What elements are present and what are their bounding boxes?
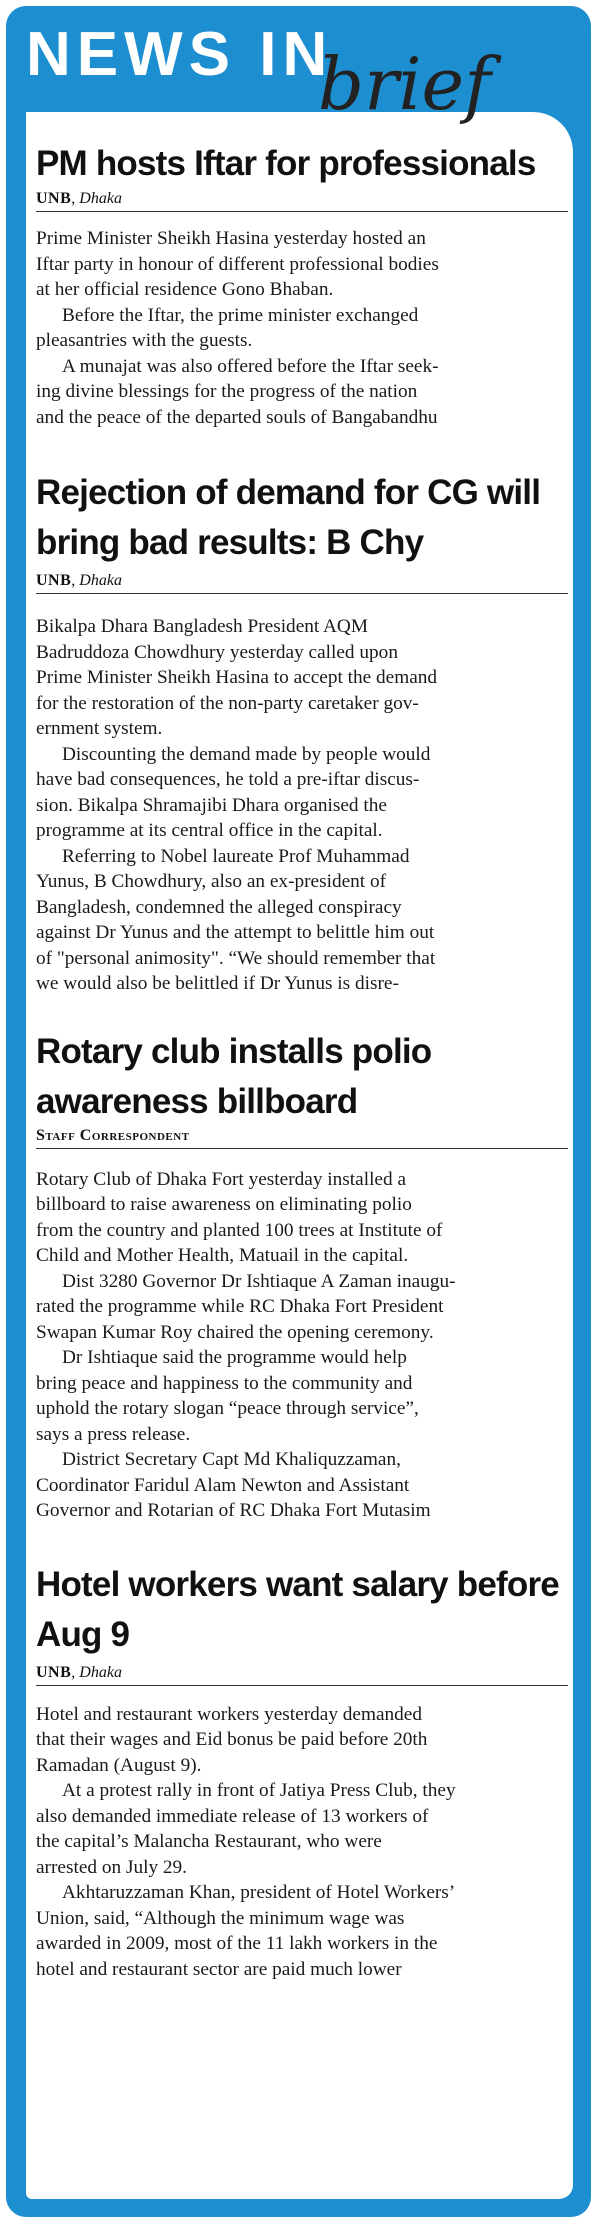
text-line: Governor and Rotarian of RC Dhaka Fort Mutasim xyxy=(36,1500,431,1521)
text-line: rated the programme while RC Dhaka Fort President xyxy=(36,1296,444,1317)
text-line: Rotary Club of Dhaka Fort yesterday installed a xyxy=(36,1168,407,1190)
byline-location: Dhaka xyxy=(79,572,122,589)
text-line: Badruddoza Chowdhury yesterday called upon xyxy=(36,641,398,663)
text-line: District Secretary Capt Md Khaliquzzaman, xyxy=(62,1449,401,1470)
text-line: Dist 3280 Governor Dr Ishtiaque A Zaman inaugu- xyxy=(62,1270,456,1292)
text-line: A munajat was also offered before the Iftar seek- xyxy=(62,355,439,377)
text-line: Bikalpa Dhara Bangladesh President AQM xyxy=(36,616,368,637)
article-body xyxy=(36,614,568,997)
article-byline: UNB, Dhaka xyxy=(36,190,568,212)
article-headline: PM hosts Iftar for professionals xyxy=(36,144,536,183)
article-paragraph xyxy=(36,1167,568,1269)
text-line: Prime Minister Sheikh Hasina yesterday hosted an xyxy=(36,228,426,249)
text-line: At a protest rally in front of Jatiya Press Club, they xyxy=(62,1780,456,1801)
text-line: Referring to Nobel laureate Prof Muhammad xyxy=(62,845,410,867)
article-byline: UNB, Dhaka xyxy=(36,572,568,594)
text-line: says a press release. xyxy=(36,1423,191,1445)
text-line: Swapan Kumar Roy chaired the opening ceremony. xyxy=(36,1321,434,1343)
text-line: Ramadan (August 9). xyxy=(36,1754,202,1776)
byline-source: UNB xyxy=(36,190,72,207)
articles-column xyxy=(36,120,568,1982)
article-paragraph xyxy=(36,1345,568,1447)
article-paragraph xyxy=(36,226,568,303)
article-headline: Rejection of demand for CG will bring bad results: B Chy xyxy=(36,473,541,562)
byline-source: UNB xyxy=(36,572,72,589)
article-paragraph xyxy=(36,354,568,431)
article-pm-iftar xyxy=(36,142,568,430)
text-line: of "personal animosity". “We should remember that xyxy=(36,947,436,969)
text-line: also demanded immediate release of 13 workers of xyxy=(36,1805,429,1827)
text-line: arrested on July 29. xyxy=(36,1856,188,1878)
article-byline: UNB, Dhaka xyxy=(36,1664,568,1686)
article-paragraph xyxy=(36,303,568,354)
text-line: ing divine blessings for the progress of the nation xyxy=(36,381,418,402)
text-line: that their wages and Eid bonus be paid before 20th xyxy=(36,1729,428,1750)
text-line: uphold the rotary slogan “peace through service”, xyxy=(36,1398,419,1419)
article-headline: Hotel workers want salary before Aug 9 xyxy=(36,1564,559,1654)
text-line: pleasantries with the guests. xyxy=(36,330,253,351)
section-subtitle: brief xyxy=(318,42,491,126)
text-line: Iftar party in honour of different professional bodies xyxy=(36,253,439,275)
text-line: the capital’s Malancha Restaurant, who were xyxy=(36,1831,382,1852)
text-line: have bad consequences, he told a pre-iftar discus- xyxy=(36,769,420,790)
text-line: Child and Mother Health, Matuail in the capital. xyxy=(36,1245,409,1266)
article-body xyxy=(36,1702,568,1983)
text-line: Prime Minister Sheikh Hasina to accept the demand xyxy=(36,667,438,688)
text-line: from the country and planted 100 trees at Institute of xyxy=(36,1219,443,1241)
text-line: for the restoration of the non-party caretaker gov- xyxy=(36,692,419,714)
text-line: Akhtaruzzaman Khan, president of Hotel Workers’ xyxy=(62,1882,456,1903)
text-line: hotel and restaurant sector are paid much lower xyxy=(36,1958,402,1980)
text-line: Yunus, B Chowdhury, also an ex-president of xyxy=(36,871,387,892)
article-headline: Rotary club installs polio awareness billboard xyxy=(36,1031,432,1121)
article-paragraph xyxy=(36,844,568,997)
article-rotary-polio xyxy=(36,1027,568,1524)
text-line: ernment system. xyxy=(36,718,163,739)
text-line: Union, said, “Although the minimum wage was xyxy=(36,1907,405,1929)
article-byline xyxy=(36,1127,568,1149)
text-line: Hotel and restaurant workers yesterday demanded xyxy=(36,1703,423,1725)
byline-location: Dhaka xyxy=(79,1663,122,1681)
article-hotel-workers xyxy=(36,1560,568,1983)
text-line: Before the Iftar, the prime minister exchanged xyxy=(62,304,419,326)
article-paragraph xyxy=(36,1447,568,1524)
text-line: bring peace and happiness to the community and xyxy=(36,1372,413,1394)
article-paragraph xyxy=(36,1702,568,1779)
article-body xyxy=(36,1167,568,1524)
article-paragraph xyxy=(36,1880,568,1982)
text-line: Coordinator Faridul Alam Newton and Assistant xyxy=(36,1474,410,1496)
text-line: Dr Ishtiaque said the programme would help xyxy=(62,1347,407,1368)
text-line: we would also be belittled if Dr Yunus is disre- xyxy=(36,973,399,994)
text-line: awarded in 2009, most of the 11 lakh workers in the xyxy=(36,1933,438,1954)
byline-source: Staff Correspondent xyxy=(36,1126,190,1144)
article-paragraph xyxy=(36,742,568,844)
article-paragraph xyxy=(36,614,568,742)
text-line: programme at its central office in the capital. xyxy=(36,820,383,841)
article-cg-demand xyxy=(36,468,568,997)
article-body xyxy=(36,226,568,430)
text-line: billboard to raise awareness on eliminating polio xyxy=(36,1194,412,1215)
text-line: sion. Bikalpa Shramajibi Dhara organised the xyxy=(36,794,387,816)
article-paragraph xyxy=(36,1269,568,1346)
article-paragraph xyxy=(36,1778,568,1880)
text-line: against Dr Yunus and the attempt to belittle him out xyxy=(36,922,435,943)
byline-location: Dhaka xyxy=(79,190,122,207)
text-line: Discounting the demand made by people would xyxy=(62,743,431,765)
text-line: and the peace of the departed souls of Bangabandhu xyxy=(36,406,438,428)
byline-source: UNB xyxy=(36,1663,72,1681)
text-line: Bangladesh, condemned the alleged conspiracy xyxy=(36,896,402,918)
text-line: at her official residence Gono Bhaban. xyxy=(36,279,334,300)
section-title: NEWS IN xyxy=(26,20,334,89)
